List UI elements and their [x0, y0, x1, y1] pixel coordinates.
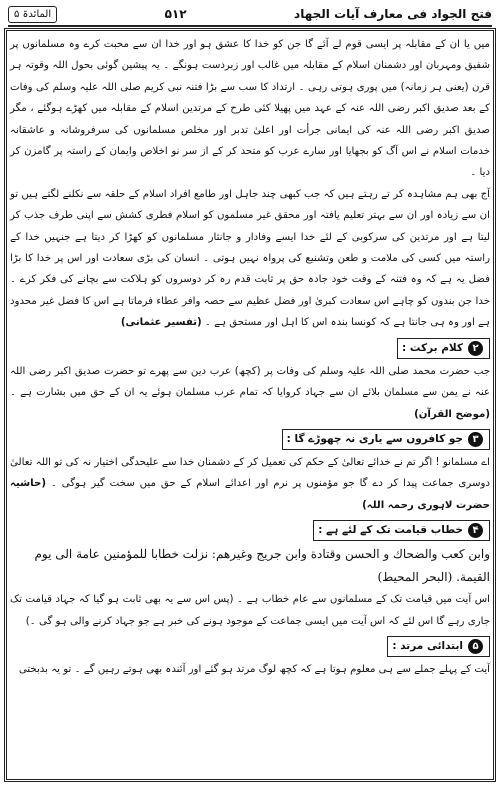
section-paragraph: اس آیت میں قیامت تک کے مسلمانوں سے عام خطاب ہے ۔ (پس اس سے یہ بھی ثابت ہو گیا کہ جہاد قیامت تک جاری رہے گا اس لئے کہ اس آیت میں ایسی جماعت کے موجود ہونے کی خبر ہے جو جہاد کرنے والی ہو گی ۔): [10, 594, 490, 627]
section-text: اے مسلمانو ! اگر تم نے خدائے تعالیٰ کے حکم کی تعمیل کر کے دشمنان خدا سے علیحدگی اختیار نہ کی تو اللہ تعالیٰ دوسری جماعت پیدا کر دے گا جو مؤمنوں پر نرم اور اعدائے اسلام کے حق میں سخت گیر ہوگی ۔: [10, 456, 490, 490]
sura-label: المائدۃ ۵: [8, 6, 57, 23]
page-body: [10, 34, 490, 680]
reference: (تفسیر عثمانی): [120, 317, 202, 329]
book-title: فتح الجواد فی معارف آیات الجهاد: [294, 7, 492, 21]
section-number: ۳: [468, 432, 483, 447]
section-title: ابتدائی مرتد :: [392, 639, 463, 652]
section-heading: [10, 636, 490, 657]
arabic-quote: وابن كعب والضحاك و الحسن وقتادة وابن جريج وغيرهم: نزلت خطابا للمؤمنين عامة الى يوم القيمة. (البحر المحيط): [34, 547, 490, 585]
section-paragraph: آیت کے پہلے جملے سے ہی معلوم ہوتا ہے کہ کچھ لوگ مرتد ہو گئے اور آئندہ بھی ہوتے رہیں گے ۔ تو یہ بدبختی: [18, 663, 490, 675]
reference: (حاشیہ حضرت لاہوری رحمہ اللہ): [10, 478, 490, 511]
section-title: خطاب قیامت تک کے لئے ہے :: [318, 524, 463, 537]
section-number: ۲: [468, 341, 483, 356]
section-number: ۴: [468, 523, 483, 538]
section-number: ۵: [468, 639, 483, 654]
page-number: ۵۱۲: [164, 7, 187, 21]
reference: (موضح القرآن): [414, 408, 490, 420]
section-paragraph: [10, 361, 490, 425]
section-heading: [10, 338, 490, 359]
running-header: [8, 3, 492, 27]
section-text: جب حضرت محمد صلی اللہ علیہ وسلم کی وفات پر (کچھ) عرب دین سے پھرے تو حضرت صدیق اکبر رضی اللہ عنہ نے یمن سے مسلمان بلائے ان سے جہاد کروایا کہ تمام عرب مسلمان ہوئے یہ ان کے حق میں بشارت ہے ۔: [10, 365, 490, 399]
intro-paragraph-2-text: آج بھی ہم مشاہدہ کر تے رہتے ہیں کہ جب کبھی چند جاہل اور طامع افراد اسلام کے حلقہ سے نکلنے لگتے ہیں تو ان سے زیادہ اور ان سے بہتر تعلیم یافتہ اور محقق غیر مسلموں کو اسلام فطری کشش سے اپنی طرف جذب کر لیتا ہے اور مرتدین کی سرکوبی کے لئے خدا ایسے وفادار و جانثار مسلمانوں کو کھڑا کر دیتا ہے جنہیں خدا کے راستہ میں کسی کی ملامت و طعن وتشنیع کی پرواہ نہیں ہوتی ۔ انسان کی بڑی سعادت اور اس پر خدا کا بڑا فضل یہ ہے کہ وہ فتنہ کے وقت خود جادہ حق پر ثابت قدم رہ کر دوسروں کو ہلاکت سے بچانے کی فکر کرے ۔ خدا جن بندوں کو چاہے اس سعادت کبریٰ اور فضل عظیم سے حصہ وافر عطاء فرماتا ہے اس کا فضل غیر محدود ہے اور وہ ہی جانتا ہے کہ کونسا بندہ اس کا اہل اور مستحق ہے ۔: [10, 188, 490, 329]
section-title: کلام برکت :: [402, 341, 463, 354]
section-heading: [10, 520, 490, 541]
intro-paragraph: میں یا ان کے مقابلہ پر ایسی قوم لے آئے گا جن کو خدا کا عشق ہو اور خدا ان سے محبت کرے وہ مسلمانوں پر شفیق ومہربان اور دشمنان اسلام کے مقابلہ میں غالب اور زبردست ہونگے ۔ یہ پیشین گوئی بحول اللہ وقوتہ ہر قرن (یعنی ہر زمانہ) میں پوری ہوتی رہی ۔ ارتداد کا سب سے بڑا فتنہ نبی کریم صلی اللہ علیہ وسلم کی وفات کے بعد صدیق اکبر رضی اللہ عنہ کے عہد میں پھیلا کئی طرح کے مرتدین اسلام کے مقابلہ میں کھڑے ہوگئے ، مگر صدیق اکبر رضی اللہ عنہ کی ایمانی جرأت اور اعلیٰ تدبر اور مخلص مسلمانوں کی سرفروشانہ و عاشقانہ خدمات اسلام نے اس آگ کو بجھایا اور سارے عرب کو متحد کر کے از سر نو اخلاص وایمان کے راستہ پر گامزن کر دیا ۔: [10, 39, 490, 179]
intro-paragraph-2: [10, 184, 490, 334]
section-title: جو کافروں سے یاری نہ چھوڑے گا :: [286, 432, 463, 445]
section-paragraph: [10, 452, 490, 516]
section-heading: [10, 429, 490, 450]
